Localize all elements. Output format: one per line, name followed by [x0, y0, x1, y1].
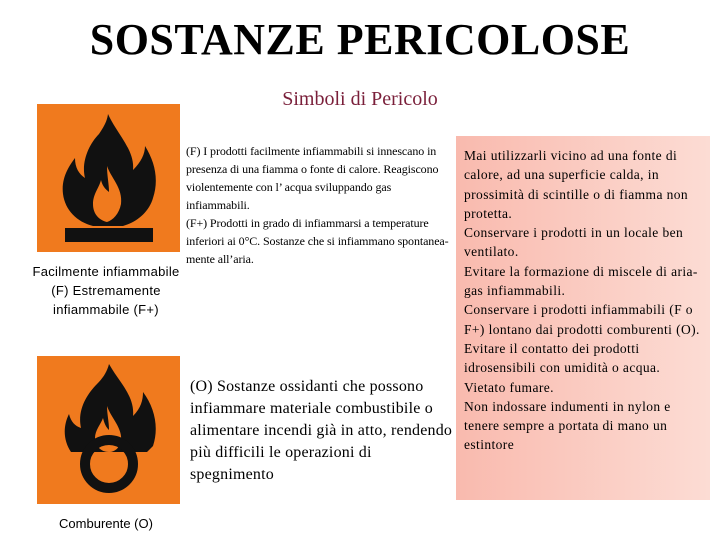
advice-item: Mai utilizzarli vicino ad una fonte di calore, ad una superficie calda, in prossimità di scintille o di fiamma non protetta.	[464, 148, 689, 221]
description-f: (F) I prodotti facilmente infiammabili si innescano in presenza di una fiamma o fonte di calore. Reagiscono violentemente con l’ acqua sviluppando gas infiammabili.	[186, 144, 439, 212]
page-title: SOSTANZE PERICOLOSE	[89, 15, 631, 64]
description-fplus: (F+) Prodotti in grado di infiammarsi a temperature inferiori ai 0°C. Sostanze che si infiammano spontanea-mente all’aria.	[186, 216, 449, 266]
advice-item: Evitare il contatto dei prodotti idrosensibili con umidità o acqua.	[464, 340, 661, 376]
oxidizing-label: Comburente (O)	[59, 516, 153, 531]
oxidizing-symbol	[37, 356, 180, 504]
flammable-label: Facilmente infiammabile (F) Estremamente infiammabile (F+)	[32, 264, 180, 317]
page-subtitle: Simboli di Pericolo	[282, 88, 438, 110]
advice-item: Evitare la formazione di miscele di aria-gas infiammabili.	[464, 263, 698, 299]
oxidizing-description: (O) Sostanze ossidanti che possono infiammare materiale combustibile o alimentare incendi già in atto, rendendo più difficili le operazioni di spegnimento	[190, 378, 453, 483]
advice-item: Vietato fumare.	[464, 379, 554, 395]
flame-over-circle-icon	[37, 356, 180, 504]
advice-item: Conservare i prodotti infiammabili (F o F+) lontano dai prodotti comburenti (O).	[464, 302, 700, 337]
flammable-symbol	[37, 104, 180, 252]
flammable-description	[186, 142, 452, 268]
safety-advice-box	[456, 136, 710, 500]
advice-item: Conservare i prodotti in un locale ben ventilato.	[464, 225, 684, 260]
advice-item: Non indossare indumenti in nylon e tenere sempre a portata di mano un estintore	[464, 398, 671, 453]
flame-icon	[37, 104, 180, 252]
